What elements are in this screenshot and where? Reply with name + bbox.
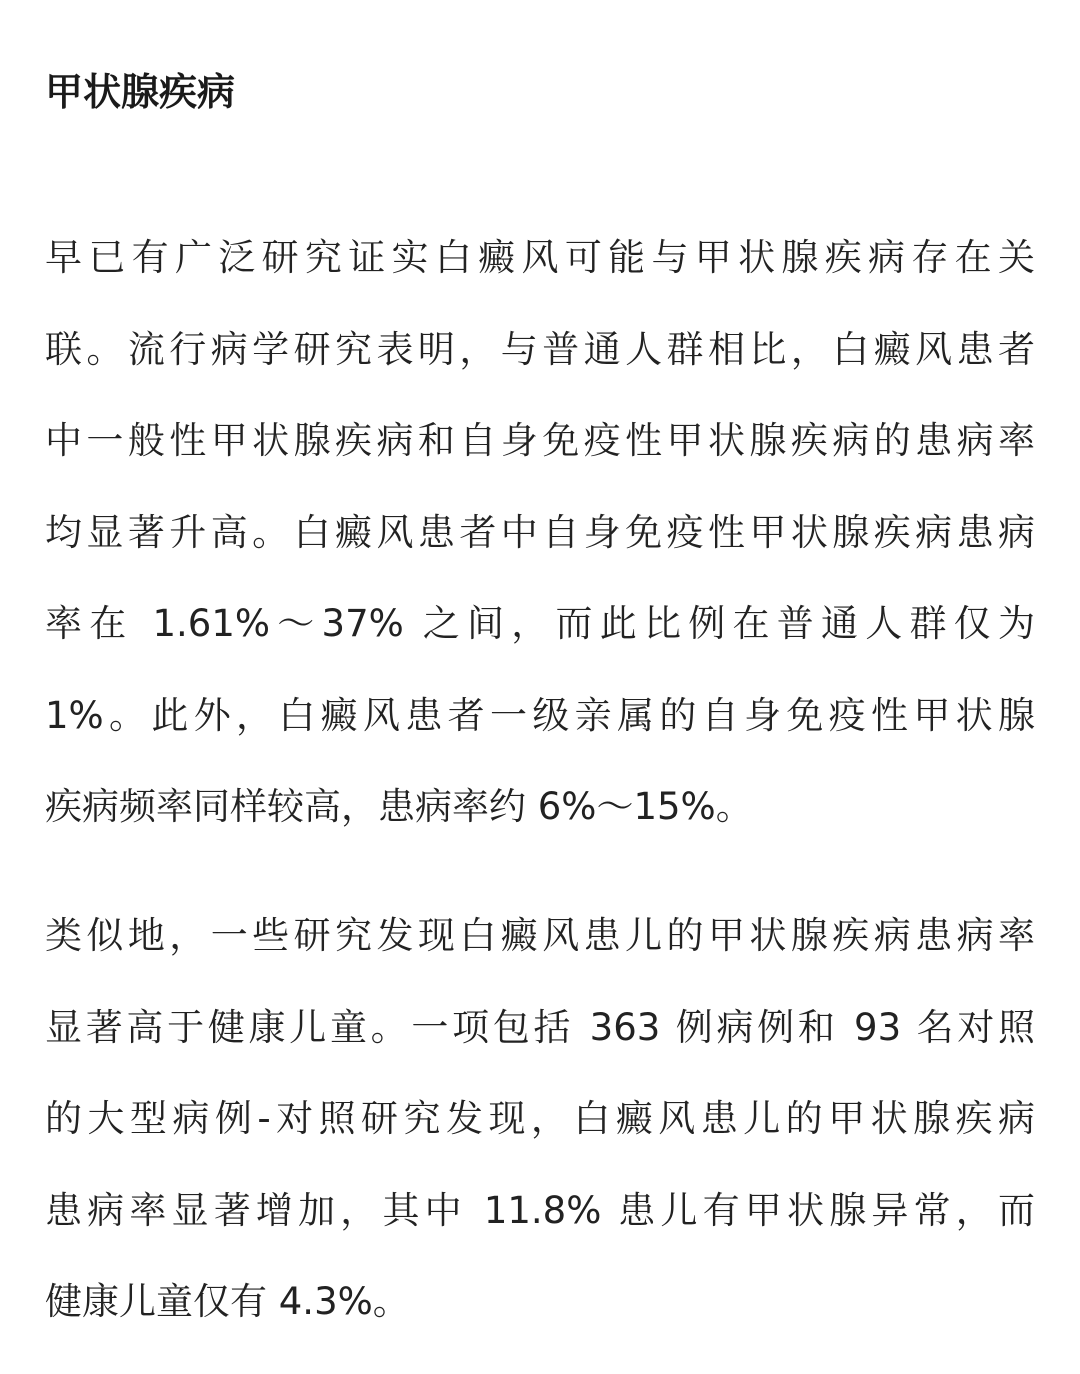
- paragraph-line: 早已有广泛研究证实白癜风可能与甲状腺疾病存在关: [45, 236, 1035, 279]
- paragraph-line: 联。流行病学研究表明，与普通人群相比，白癜风患者: [45, 327, 1035, 371]
- paragraph-thyroid-association: [45, 212, 1035, 853]
- paragraph-pediatric-study: [45, 890, 1035, 1348]
- paragraph-line: 健康儿童仅有 4.3%。: [45, 1280, 410, 1323]
- paragraph-line: 类似地，一些研究发现白癜风患儿的甲状腺疾病患病率: [45, 914, 1035, 957]
- paragraph-line: 疾病频率同样较高，患病率约 6%～15%。: [45, 785, 753, 828]
- section-heading: 甲状腺疾病: [45, 70, 236, 114]
- paragraph-line: 1%。此外，白癜风患者一级亲属的自身免疫性甲状腺: [45, 693, 1035, 737]
- paragraph-line: 率在 1.61%～37% 之间，而此比例在普通人群仅为: [45, 602, 1035, 645]
- paragraph-line: 患病率显著增加，其中 11.8% 患儿有甲状腺异常，而: [45, 1188, 1035, 1232]
- paragraph-line: 均显著升高。白癜风患者中自身免疫性甲状腺疾病患病: [45, 510, 1035, 554]
- paragraph-line: 显著高于健康儿童。一项包括 363 例病例和 93 名对照: [45, 1005, 1035, 1049]
- article: [45, 62, 1035, 1323]
- paragraph-line: 中一般性甲状腺疾病和自身免疫性甲状腺疾病的患病率: [45, 419, 1035, 462]
- paragraph-line: 的大型病例-对照研究发现，白癜风患儿的甲状腺疾病: [45, 1097, 1035, 1140]
